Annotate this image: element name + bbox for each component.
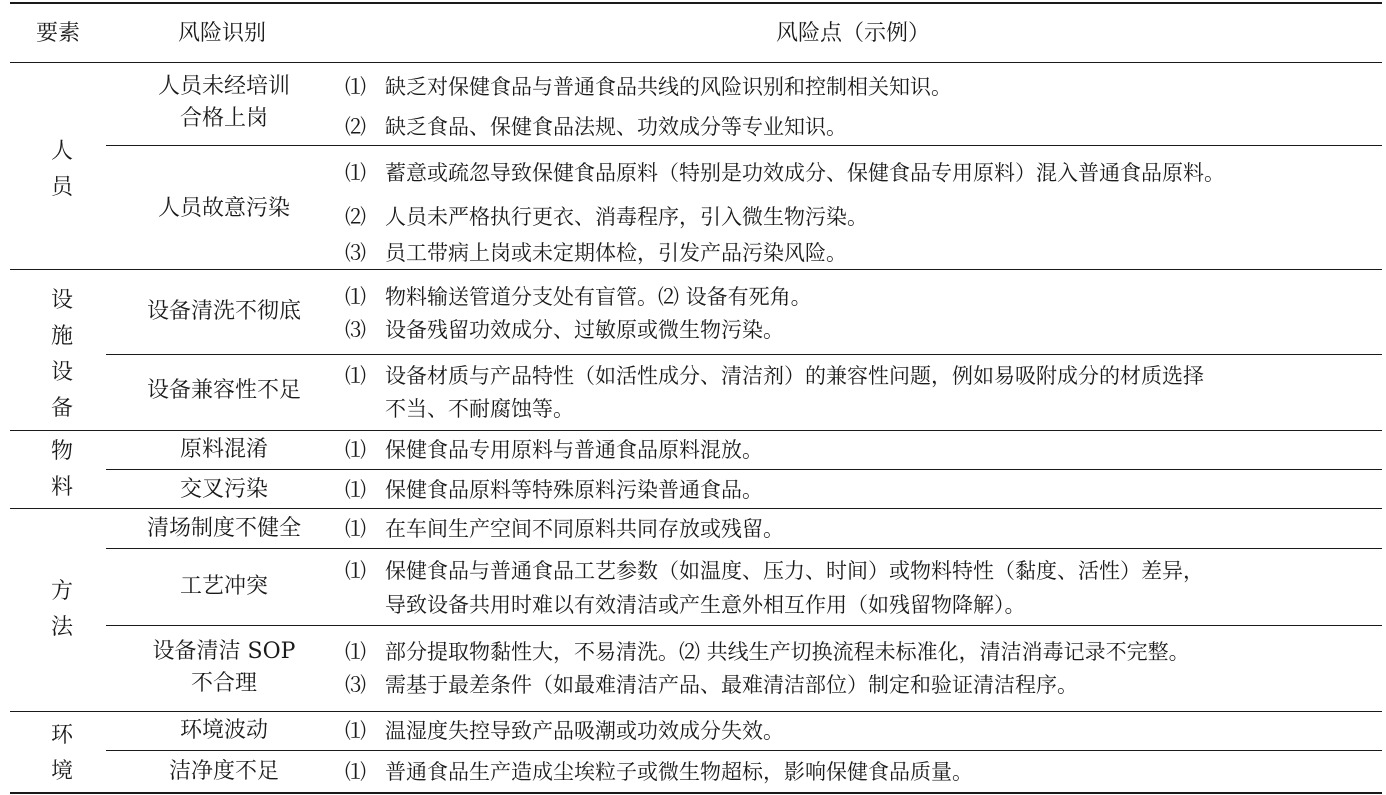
row-divider [106,469,1382,470]
risk-name: 原料混淆 [179,437,268,462]
element-label: 方 法 [50,579,73,640]
risk-point: ⑴ 保健食品专用原料与普通食品原料混放。 [345,438,763,462]
group-divider [10,269,1382,270]
header-element: 要素 [36,21,81,46]
risk-point: ⑴ 在车间生产空间不同原料共同存放或残留。 [345,517,784,541]
element-label: 设 施 设 备 [50,288,73,421]
element-label: 人 员 [50,139,73,200]
risk-point: ⑴ 保健食品与普通食品工艺参数（如温度、压力、时间）或物料特性（黏度、活性）差异， [345,559,1204,583]
header-bottom-rule [10,62,1382,63]
risk-name: 工艺冲突 [179,574,268,599]
element-label: 环 境 [50,723,73,784]
table-bottom-rule [10,792,1382,794]
risk-name: 洁净度不足 [168,759,279,784]
risk-point: ⑴ 保健食品原料等特殊原料污染普通食品。 [345,478,763,502]
risk-point: ⑵ 人员未严格执行更衣、消毒程序，引入微生物污染。 [345,205,868,229]
group-divider [10,711,1382,712]
risk-name: 设备清洗不彻底 [146,299,301,324]
risk-point: ⑶ 设备残留功效成分、过敏原或微生物污染。 [345,318,784,342]
row-divider [106,750,1382,751]
row-divider [106,548,1382,549]
header-risk: 风险识别 [178,21,267,46]
risk-point: ⑴ 缺乏对保健食品与普通食品共线的风险识别和控制相关知识。 [345,75,952,99]
group-divider [10,430,1382,431]
row-divider [106,354,1382,355]
risk-name: 人员未经培训 合格上岗 [157,74,290,131]
table-top-rule [10,2,1382,4]
risk-point: ⑴ 设备材质与产品特性（如活性成分、清洁剂）的兼容性问题，例如易吸附成分的材质选择 [345,364,1204,388]
row-divider [106,625,1382,626]
risk-name: 设备兼容性不足 [146,378,301,403]
risk-name: 清场制度不健全 [146,516,301,541]
risk-name: 交叉污染 [179,477,268,502]
risk-name: 环境波动 [179,718,268,743]
risk-point: 不当、不耐腐蚀等。 [385,397,574,421]
element-label: 物 料 [50,439,73,500]
risk-point: ⑴ 普通食品生产造成尘埃粒子或微生物超标，影响保健食品质量。 [345,760,973,784]
risk-point: ⑶ 员工带病上岗或未定期体检，引发产品污染风险。 [345,241,847,265]
row-divider [106,145,1382,146]
group-divider [10,508,1382,509]
risk-name: 人员故意污染 [157,196,290,221]
risk-point: ⑵ 缺乏食品、保健食品法规、功效成分等专业知识。 [345,115,847,139]
risk-point: ⑴ 温湿度失控导致产品吸潮或功效成分失效。 [345,719,784,743]
risk-point: ⑴ 物料输送管道分支处有盲管。⑵ 设备有死角。 [345,285,812,309]
risk-point: ⑴ 部分提取物黏性大，不易清洗。⑵ 共线生产切换流程未标准化，清洁消毒记录不完整。 [345,640,1190,664]
header-points: 风险点（示例） [776,21,931,46]
risk-point: ⑴ 蓄意或疏忽导致保健食品原料（特别是功效成分、保健食品专用原料）混入普通食品原料。 [345,161,1225,185]
risk-name: 设备清洁 SOP 不合理 [152,639,296,696]
risk-point: ⑶ 需基于最差条件（如最难清洁产品、最难清洁部位）制定和验证清洁程序。 [345,673,1078,697]
risk-point: 导致设备共用时难以有效清洁或产生意外相互作用（如残留物降解）。 [385,593,1026,617]
